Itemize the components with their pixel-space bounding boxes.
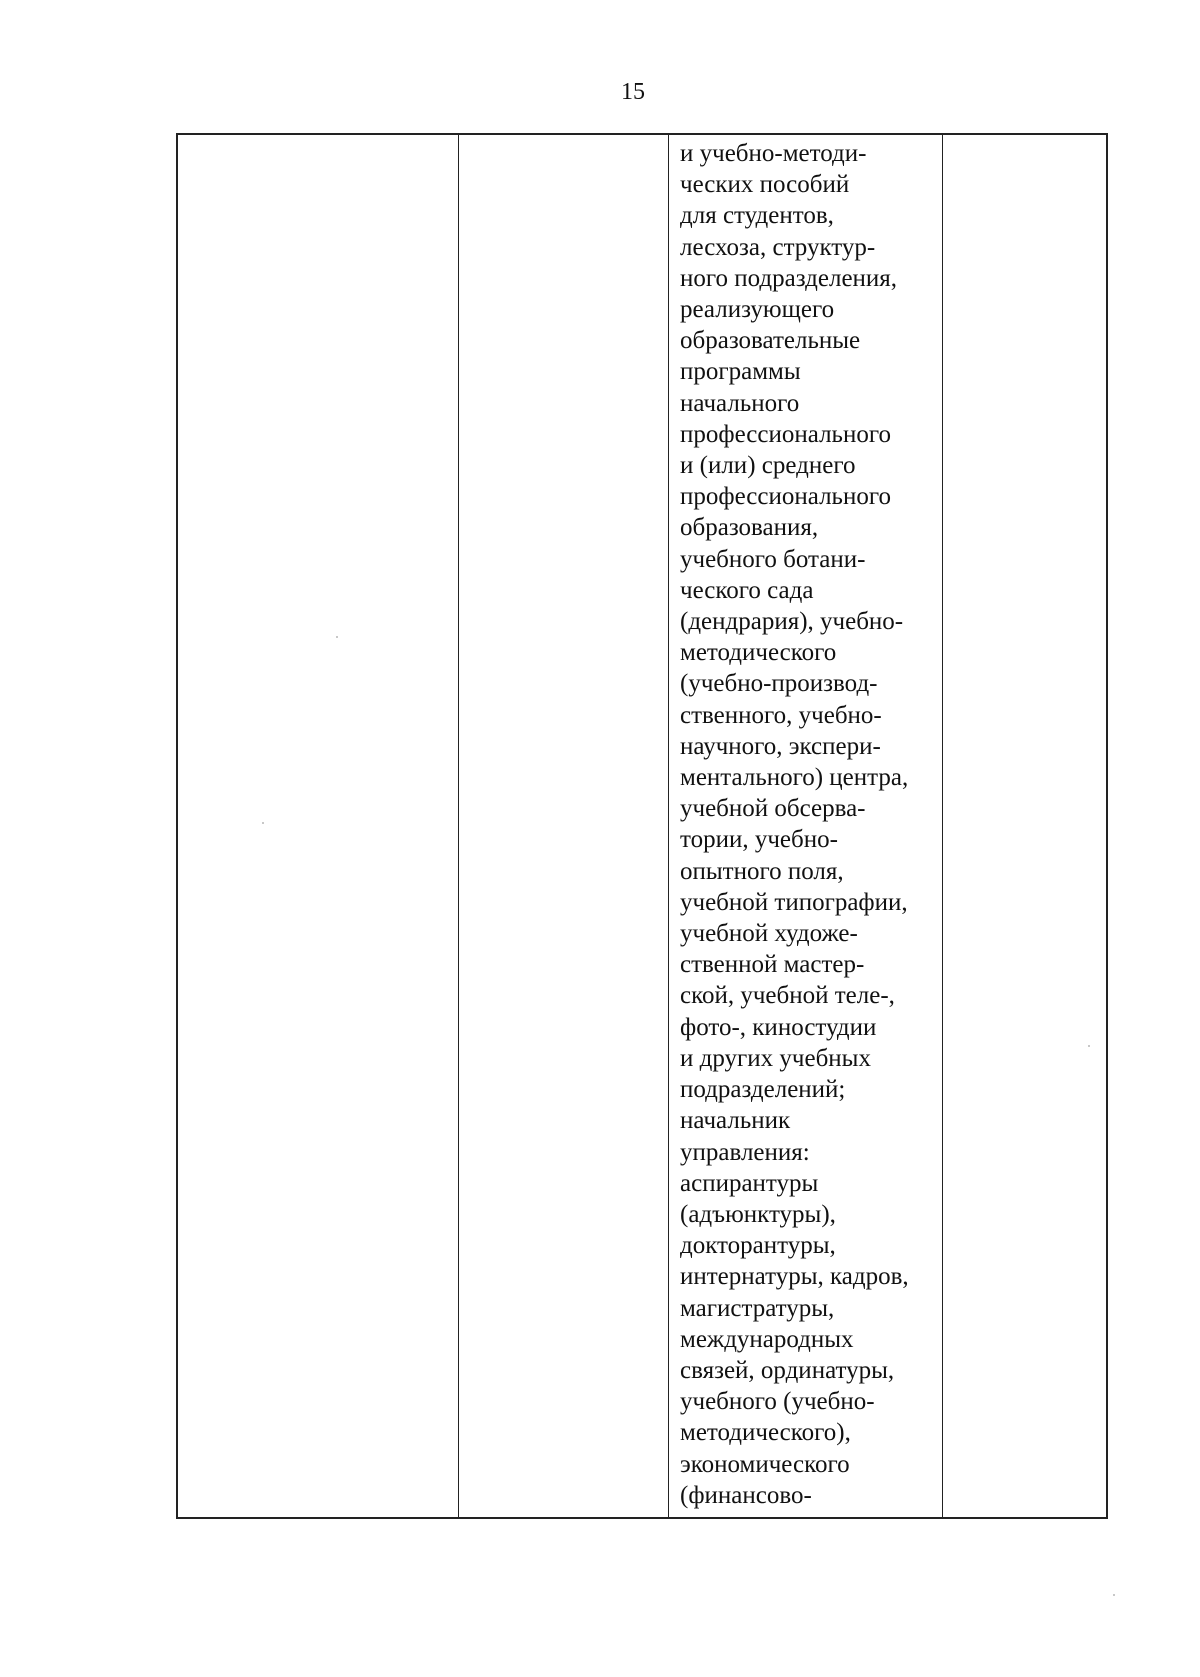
cell-text-line: программы: [680, 358, 801, 386]
cell-text-line: (учебно-производ-: [680, 670, 878, 698]
cell-text-line: интернатуры, кадров,: [680, 1263, 909, 1291]
cell-text-line: ственной мастер-: [680, 951, 865, 979]
cell-text-line: ственного, учебно-: [680, 701, 882, 729]
cell-text-line: для студентов,: [680, 202, 834, 230]
cell-text-line: (финансово-: [680, 1481, 812, 1509]
cell-text-line: лесхоза, структур-: [680, 233, 876, 261]
column-divider-1: [458, 135, 459, 1517]
scan-speck: [1113, 1594, 1115, 1596]
cell-text-line: международных: [680, 1325, 854, 1353]
cell-text-line: ской, учебной теле-,: [680, 982, 895, 1010]
cell-text-line: учебной обсерва-: [680, 795, 866, 823]
cell-text-line: и других учебных: [680, 1044, 871, 1072]
cell-text-line: экономического: [680, 1450, 850, 1478]
column-divider-3: [942, 135, 943, 1517]
cell-text-line: начального: [680, 389, 800, 417]
cell-text-line: профессионального: [680, 420, 891, 448]
cell-text-line: и учебно-методи-: [680, 140, 867, 167]
cell-text-line: образования,: [680, 514, 819, 542]
cell-text-line: управления:: [680, 1138, 810, 1166]
cell-text-line: методического),: [680, 1419, 851, 1447]
cell-text-line: (адъюнктуры),: [680, 1200, 836, 1228]
cell-text-line: профессионального: [680, 483, 891, 511]
cell-text-line: ческого сада: [680, 576, 814, 604]
cell-text-line: опытного поля,: [680, 857, 844, 885]
cell-text-line: реализующего: [680, 296, 835, 324]
cell-text-line: методического: [680, 639, 837, 667]
scan-speck: [1088, 1045, 1090, 1047]
cell-text-line: учебного ботани-: [680, 545, 866, 573]
cell-text-line: связей, ординатуры,: [680, 1356, 895, 1384]
cell-text-line: ческих пособий: [680, 171, 850, 199]
cell-text-line: начальник: [680, 1107, 791, 1135]
cell-text-line: учебной типографии,: [680, 888, 908, 916]
cell-text-line: подразделений;: [680, 1076, 846, 1104]
cell-text-line: фото-, киностудии: [680, 1013, 877, 1041]
cell-text-line: тории, учебно-: [680, 826, 838, 854]
scan-speck: [336, 636, 338, 638]
table-cell-column-3: [680, 138, 938, 1511]
cell-text-line: магистратуры,: [680, 1294, 835, 1322]
cell-text-line: ного подразделения,: [680, 264, 898, 292]
cell-text-line: учебной художе-: [680, 920, 858, 948]
cell-text-line: аспирантуры: [680, 1169, 819, 1197]
cell-text-line: научного, экспери-: [680, 732, 881, 760]
cell-text-line: (дендрария), учебно-: [680, 608, 904, 636]
document-table: [176, 133, 1108, 1519]
cell-text-line: образовательные: [680, 327, 861, 355]
cell-text-line: докторантуры,: [680, 1232, 836, 1260]
page-number: 15: [621, 79, 645, 105]
cell-text-line: учебного (учебно-: [680, 1388, 875, 1416]
cell-text-line: ментального) центра,: [680, 764, 909, 792]
column-divider-2: [668, 135, 669, 1517]
cell-text-line: и (или) среднего: [680, 452, 856, 480]
scan-speck: [262, 822, 264, 824]
